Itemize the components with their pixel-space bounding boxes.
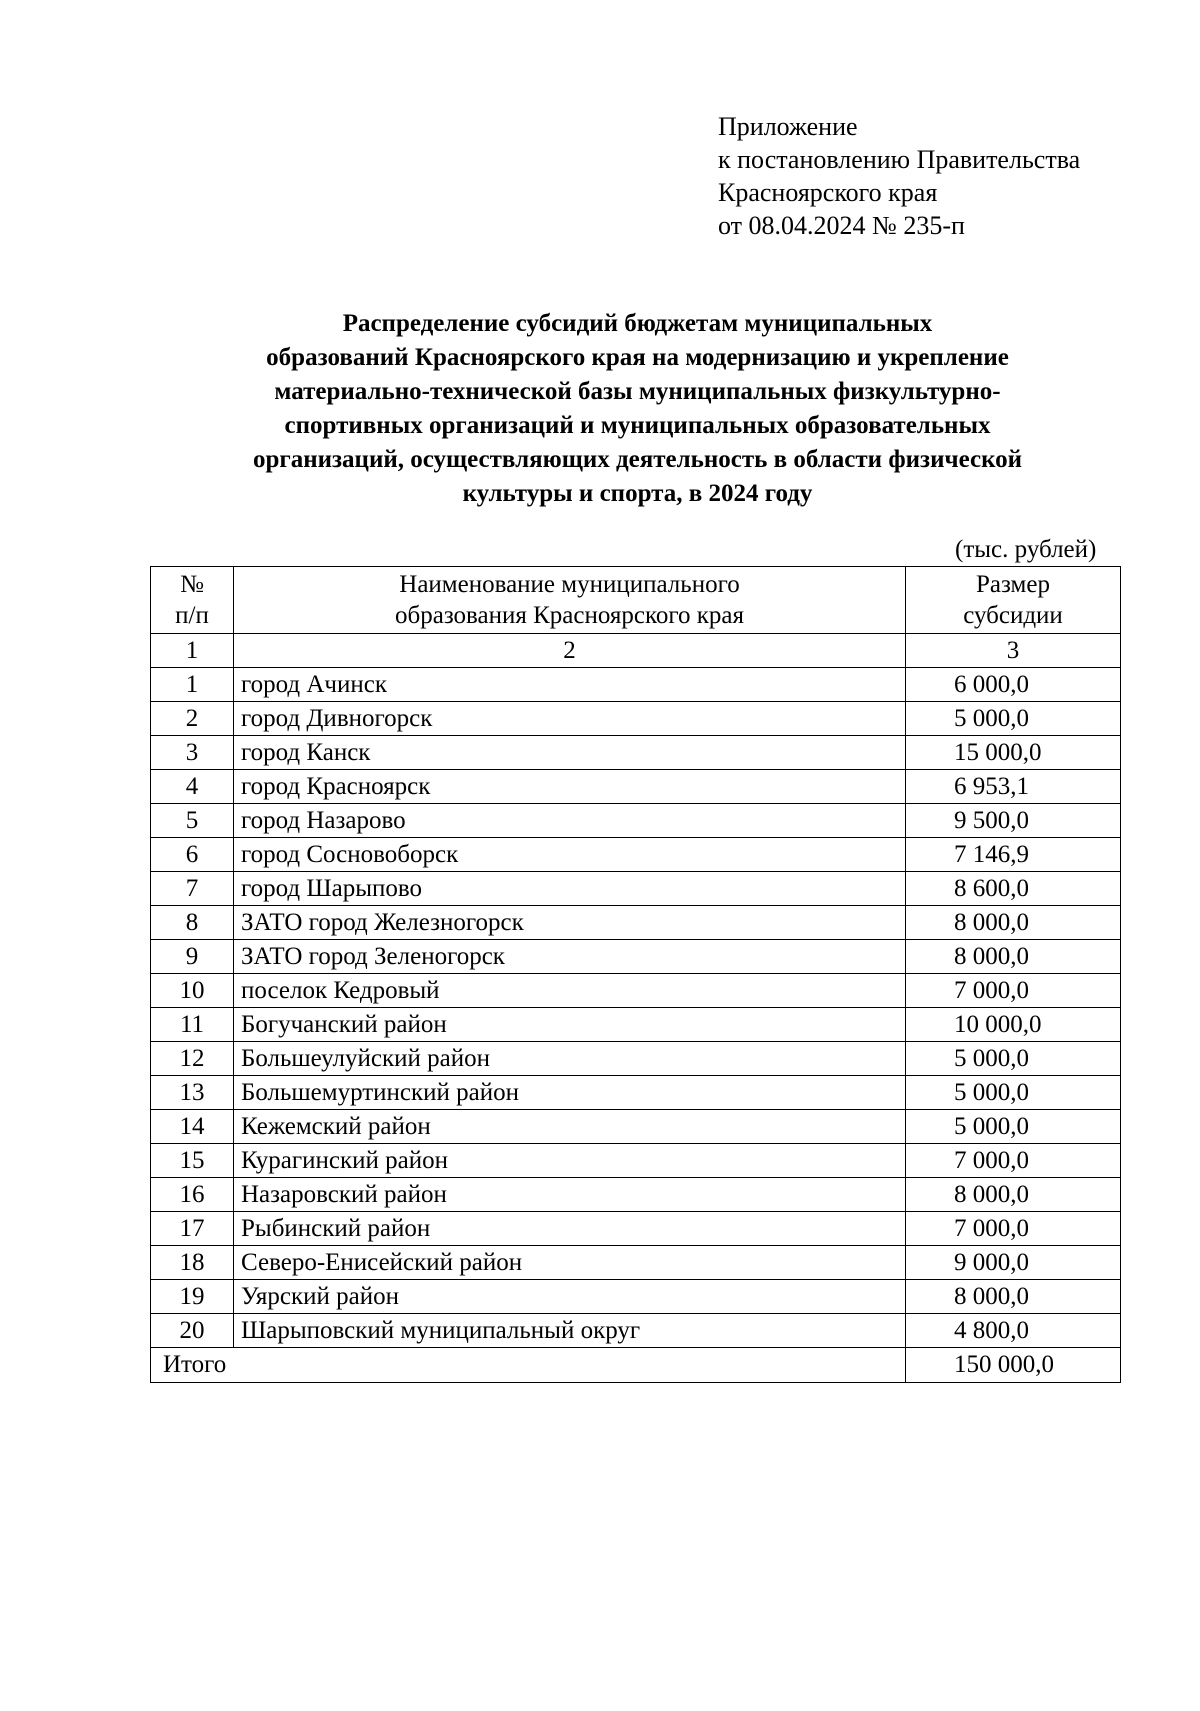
table-row [151,1314,1121,1348]
row-number: 12 [151,1042,234,1076]
row-municipality-name: город Дивногорск [234,702,906,736]
total-label: Итого [151,1348,906,1383]
table-header-row [151,567,1121,634]
table-row [151,940,1121,974]
appendix-line-4: от 08.04.2024 № 235-п [718,211,965,240]
title-line-3: материально-технической базы муниципальных физкультурно- [274,378,1001,405]
row-municipality-name: Назаровский район [234,1178,906,1212]
row-number: 1 [151,668,234,702]
row-municipality-name: ЗАТО город Зеленогорск [234,940,906,974]
subsidies-table [150,566,1121,1383]
table-row [151,1144,1121,1178]
row-municipality-name: Курагинский район [234,1144,906,1178]
row-subsidy-amount: 8 000,0 [906,1178,1121,1212]
header-name-line-2: образования Красноярского края [395,602,744,629]
table-row [151,1110,1121,1144]
header-amount-line-1: Размер [976,571,1050,598]
table-row [151,1212,1121,1246]
title-line-4: спортивных организаций и муниципальных образовательных [284,412,991,439]
row-number: 2 [151,702,234,736]
row-subsidy-amount: 6 953,1 [906,770,1121,804]
row-municipality-name: Большемуртинский район [234,1076,906,1110]
column-number-row [151,634,1121,668]
table-row [151,668,1121,702]
header-amount-line-2: субсидии [963,602,1063,629]
table-row [151,1076,1121,1110]
row-subsidy-amount: 5 000,0 [906,1042,1121,1076]
appendix-line-2: к постановлению Правительства [718,145,1081,174]
row-number: 3 [151,736,234,770]
row-municipality-name: Северо-Енисейский район [234,1246,906,1280]
row-number: 20 [151,1314,234,1348]
row-municipality-name: город Сосновоборск [234,838,906,872]
row-number: 5 [151,804,234,838]
row-number: 6 [151,838,234,872]
table-row [151,872,1121,906]
row-subsidy-amount: 10 000,0 [906,1008,1121,1042]
column-number-1: 1 [151,634,234,668]
row-subsidy-amount: 7 000,0 [906,1144,1121,1178]
header-number [151,567,234,634]
total-amount: 150 000,0 [906,1348,1121,1383]
row-number: 4 [151,770,234,804]
row-subsidy-amount: 7 000,0 [906,974,1121,1008]
total-row [151,1348,1121,1383]
row-subsidy-amount: 9 500,0 [906,804,1121,838]
table-row [151,702,1121,736]
row-subsidy-amount: 7 146,9 [906,838,1121,872]
row-municipality-name: город Красноярск [234,770,906,804]
row-subsidy-amount: 8 000,0 [906,940,1121,974]
row-subsidy-amount: 8 000,0 [906,906,1121,940]
row-municipality-name: поселок Кедровый [234,974,906,1008]
row-municipality-name: город Шарыпово [234,872,906,906]
table-row [151,906,1121,940]
row-subsidy-amount: 4 800,0 [906,1314,1121,1348]
row-number: 9 [151,940,234,974]
row-municipality-name: Богучанский район [234,1008,906,1042]
row-subsidy-amount: 8 000,0 [906,1280,1121,1314]
table-row [151,736,1121,770]
title-line-2: образований Красноярского края на модернизацию и укрепление [266,344,1009,371]
row-municipality-name: город Ачинск [234,668,906,702]
row-number: 17 [151,1212,234,1246]
row-number: 16 [151,1178,234,1212]
row-municipality-name: город Назарово [234,804,906,838]
row-subsidy-amount: 5 000,0 [906,1110,1121,1144]
row-subsidy-amount: 6 000,0 [906,668,1121,702]
table-row [151,1280,1121,1314]
appendix-line-3: Красноярского края [718,178,938,207]
title-line-6: культуры и спорта, в 2024 году [462,480,813,507]
row-number: 18 [151,1246,234,1280]
appendix-header [718,110,1080,242]
table-row [151,838,1121,872]
row-subsidy-amount: 7 000,0 [906,1212,1121,1246]
row-municipality-name: Шарыповский муниципальный округ [234,1314,906,1348]
header-number-line-1: № [180,571,204,598]
row-number: 7 [151,872,234,906]
header-name [234,567,906,634]
row-subsidy-amount: 15 000,0 [906,736,1121,770]
table-row [151,1246,1121,1280]
row-number: 15 [151,1144,234,1178]
table-row [151,1042,1121,1076]
row-number: 19 [151,1280,234,1314]
row-municipality-name: Рыбинский район [234,1212,906,1246]
units-note: (тыс. рублей) [955,536,1097,563]
row-municipality-name: город Канск [234,736,906,770]
row-number: 11 [151,1008,234,1042]
row-number: 8 [151,906,234,940]
row-subsidy-amount: 5 000,0 [906,1076,1121,1110]
table-row [151,1178,1121,1212]
row-subsidy-amount: 9 000,0 [906,1246,1121,1280]
row-municipality-name: Кежемский район [234,1110,906,1144]
row-number: 13 [151,1076,234,1110]
row-municipality-name: Большеулуйский район [234,1042,906,1076]
header-number-line-2: п/п [175,602,209,629]
table-row [151,974,1121,1008]
title-line-5: организаций, осуществляющих деятельность в области физической [252,446,1023,473]
table-row [151,1008,1121,1042]
table-row [151,804,1121,838]
header-amount [906,567,1121,634]
table-row [151,770,1121,804]
row-municipality-name: Уярский район [234,1280,906,1314]
row-subsidy-amount: 8 600,0 [906,872,1121,906]
appendix-line-1: Приложение [718,112,858,141]
row-number: 14 [151,1110,234,1144]
header-name-line-1: Наименование муниципального [399,571,740,598]
column-number-3: 3 [906,634,1121,668]
title-line-1: Распределение субсидий бюджетам муниципальных [342,310,933,337]
column-number-2: 2 [234,634,906,668]
document-title [150,307,1125,511]
row-subsidy-amount: 5 000,0 [906,702,1121,736]
row-municipality-name: ЗАТО город Железногорск [234,906,906,940]
row-number: 10 [151,974,234,1008]
